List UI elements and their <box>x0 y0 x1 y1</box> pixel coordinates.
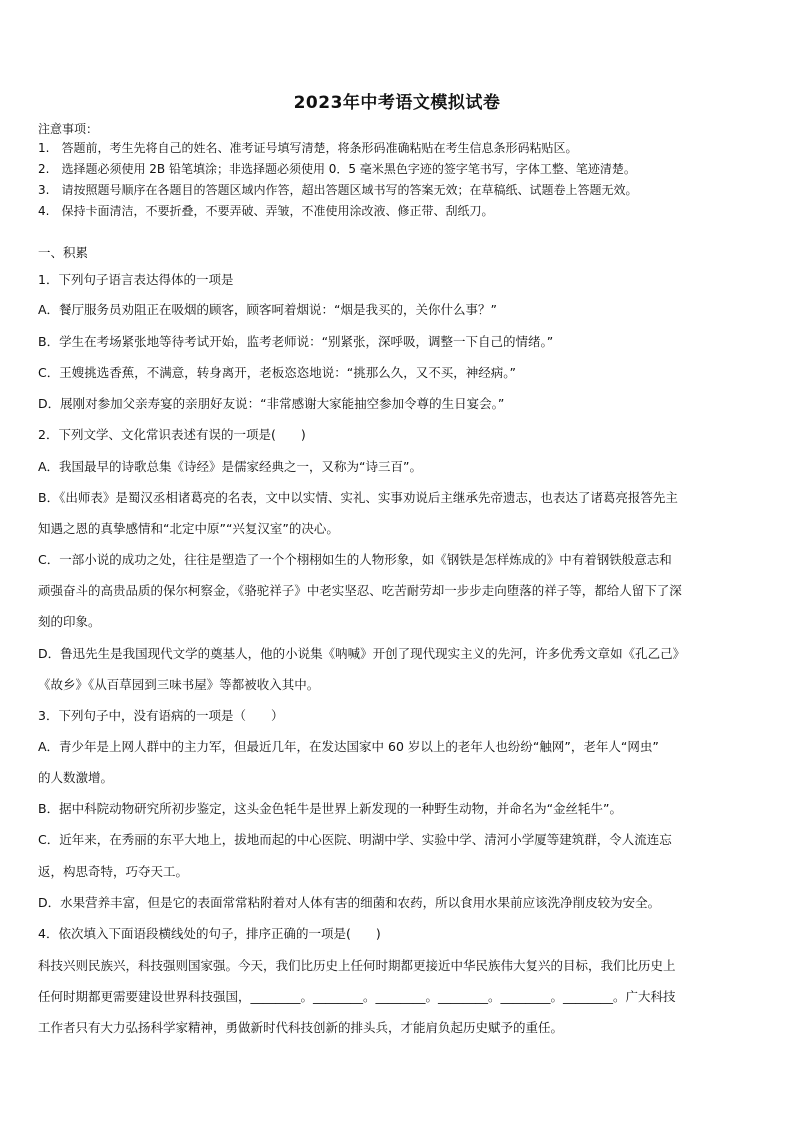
option-text: C．一部小说的成功之处，往往是塑造了一个个栩栩如生的人物形象，如《钢铁是怎样炼成的》中有着钢铁般意志和 <box>38 552 672 567</box>
option-text: A．我国最早的诗歌总集《诗经》是儒家经典之一，又称为“诗三百”。 <box>38 459 423 474</box>
question-2: 2．下列文学、文化常识表述有误的一项是( ) <box>38 427 306 442</box>
option-text: 知遇之恩的真挚感情和“北定中原”“兴复汉室”的决心。 <box>38 521 339 536</box>
option-text: B．《出师表》是蜀汉丞相诸葛亮的名表，文中以实情、实礼、实事劝说后主继承先帝遗志，也表达了诸葛亮报答先主 <box>38 490 678 505</box>
passage-text: 科技兴则民族兴，科技强则国家强。今天，我们比历史上任何时期都更接近中华民族伟大复兴的目标，我们比历史上 <box>38 958 676 973</box>
page-title: 2023年中考语文模拟试卷 <box>293 93 501 113</box>
passage-text: 工作者只有大力弘扬科学家精神，勇做新时代科技创新的排头兵，才能肩负起历史赋予的重任。 <box>38 1020 564 1035</box>
section-heading: 一、积累 <box>38 245 89 260</box>
option-text: A．青少年是上网人群中的主力军，但最近几年，在发达国家中 60 岁以上的老年人也纷纷“触网”，老年人“网虫” <box>38 739 659 754</box>
option-text: D．水果营养丰富，但是它的表面常常粘附着对人体有害的细菌和农药，所以食用水果前应该洗净削皮较为安全。 <box>38 895 661 910</box>
option-text: 顽强奋斗的高贵品质的保尔柯察金，《骆驼祥子》中老实坚忍、吃苦耐劳却一步步走向堕落的祥子等，都给人留下了深 <box>38 583 682 598</box>
option-text: B．据中科院动物研究所初步鉴定，这头金色牦牛是世界上新发现的一种野生动物，并命名为“金丝牦牛”。 <box>38 801 623 816</box>
notice-item: 3. 请按照题号顺序在各题目的答题区域内作答，超出答题区域书写的答案无效；在草稿纸、试题卷上答题无效。 <box>38 183 638 197</box>
option-text: 《故乡》《从百草园到三味书屋》等都被收入其中。 <box>38 677 320 692</box>
passage-text: 任何时期都更需要建设世界科技强国，________。________。________。________。________。________。广大科技 <box>38 989 676 1004</box>
option-text: 的人数激增。 <box>38 770 114 785</box>
option-text: C．近年来，在秀丽的东平大地上，拔地而起的中心医院、明湖中学、实验中学、清河小学厦等建筑群，令人流连忘 <box>38 832 672 847</box>
notice-heading: 注意事项： <box>38 122 99 136</box>
notice-item: 4. 保持卡面清洁，不要折叠，不要弄破、弄皱，不准使用涂改液、修正带、刮纸刀。 <box>38 204 494 218</box>
option-text: B．学生在考场紧张地等待考试开始，监考老师说：“别紧张，深呼吸，调整一下自己的情绪。” <box>38 334 554 349</box>
option-text: C．王嫂挑选香蕉，不满意，转身离开，老板恣恣地说：“挑那么久，又不买，神经病。” <box>38 365 516 380</box>
option-text: D．展刚对参加父亲寿宴的亲朋好友说：“非常感谢大家能抽空参加令尊的生日宴会。” <box>38 396 505 411</box>
notice-item: 2. 选择题必须使用 2B 铅笔填涂；非选择题必须使用 0．5 毫米黑色字迹的签字笔书写，字体工整、笔迹清楚。 <box>38 162 636 176</box>
option-text: 返，构思奇特，巧夺天工。 <box>38 864 189 879</box>
notice-item: 1. 答题前，考生先将自己的姓名、准考证号填写清楚，将条形码准确粘贴在考生信息条形码粘贴区。 <box>38 141 578 155</box>
question-4: 4．依次填入下面语段横线处的句子，排序正确的一项是( ) <box>38 926 381 941</box>
option-text: A．餐厅服务员劝阻正在吸烟的顾客，顾客呵着烟说：“烟是我买的，关你什么事？” <box>38 302 498 317</box>
question-3: 3．下列句子中，没有语病的一项是（ ） <box>38 708 284 723</box>
option-text: 刻的印象。 <box>38 614 101 629</box>
question-1: 1．下列句子语言表达得体的一项是 <box>38 272 234 287</box>
option-text: D．鲁迅先生是我国现代文学的奠基人，他的小说集《呐喊》开创了现代现实主义的先河，许多优秀文章如《孔乙己》 <box>38 646 686 661</box>
